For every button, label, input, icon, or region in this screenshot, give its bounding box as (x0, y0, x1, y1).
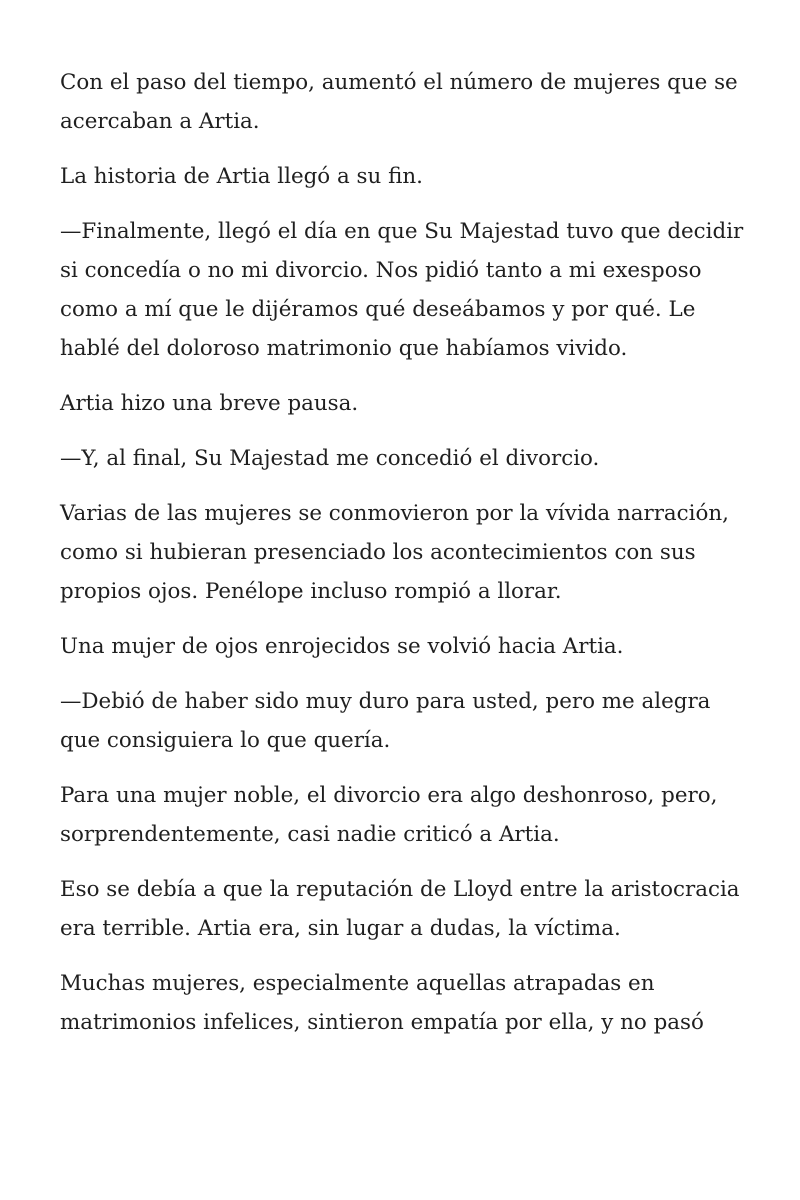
paragraph-11: Muchas mujeres, especialmente aquellas atrapadas en matrimonios infelices, sintieron empatía por ella, y no pasó (60, 971, 704, 1035)
paragraph-4: Artia hizo una breve pausa. (60, 391, 359, 416)
paragraph-1: Con el paso del tiempo, aumentó el número de mujeres que se acercaban a Artia. (60, 70, 738, 134)
paragraph-7: Una mujer de ojos enrojecidos se volvió hacia Artia. (60, 634, 624, 659)
page-text (60, 63, 750, 1058)
paragraph-6: Varias de las mujeres se conmovieron por la vívida narración, como si hubieran presenciado los acontecimientos con sus propios ojos. Penélope incluso rompió a llorar. (60, 501, 729, 604)
paragraph-2: La historia de Artia llegó a su fin. (60, 164, 423, 189)
paragraph-3: —Finalmente, llegó el día en que Su Majestad tuvo que decidir si concedía o no mi divorcio. Nos pidió tanto a mi exesposo como a mí que le dijéramos qué deseábamos y por qué. Le hablé del doloroso matrimonio que habíamos vivido. (60, 219, 744, 361)
paragraph-10: Eso se debía a que la reputación de Lloyd entre la aristocracia era terrible. Artia era, sin lugar a dudas, la víctima. (60, 877, 740, 941)
paragraph-8: —Debió de haber sido muy duro para usted, pero me alegra que consiguiera lo que quería. (60, 689, 711, 753)
paragraph-5: —Y, al final, Su Majestad me concedió el divorcio. (60, 446, 600, 471)
paragraph-9: Para una mujer noble, el divorcio era algo deshonroso, pero, sorprendentemente, casi nadie criticó a Artia. (60, 783, 718, 847)
